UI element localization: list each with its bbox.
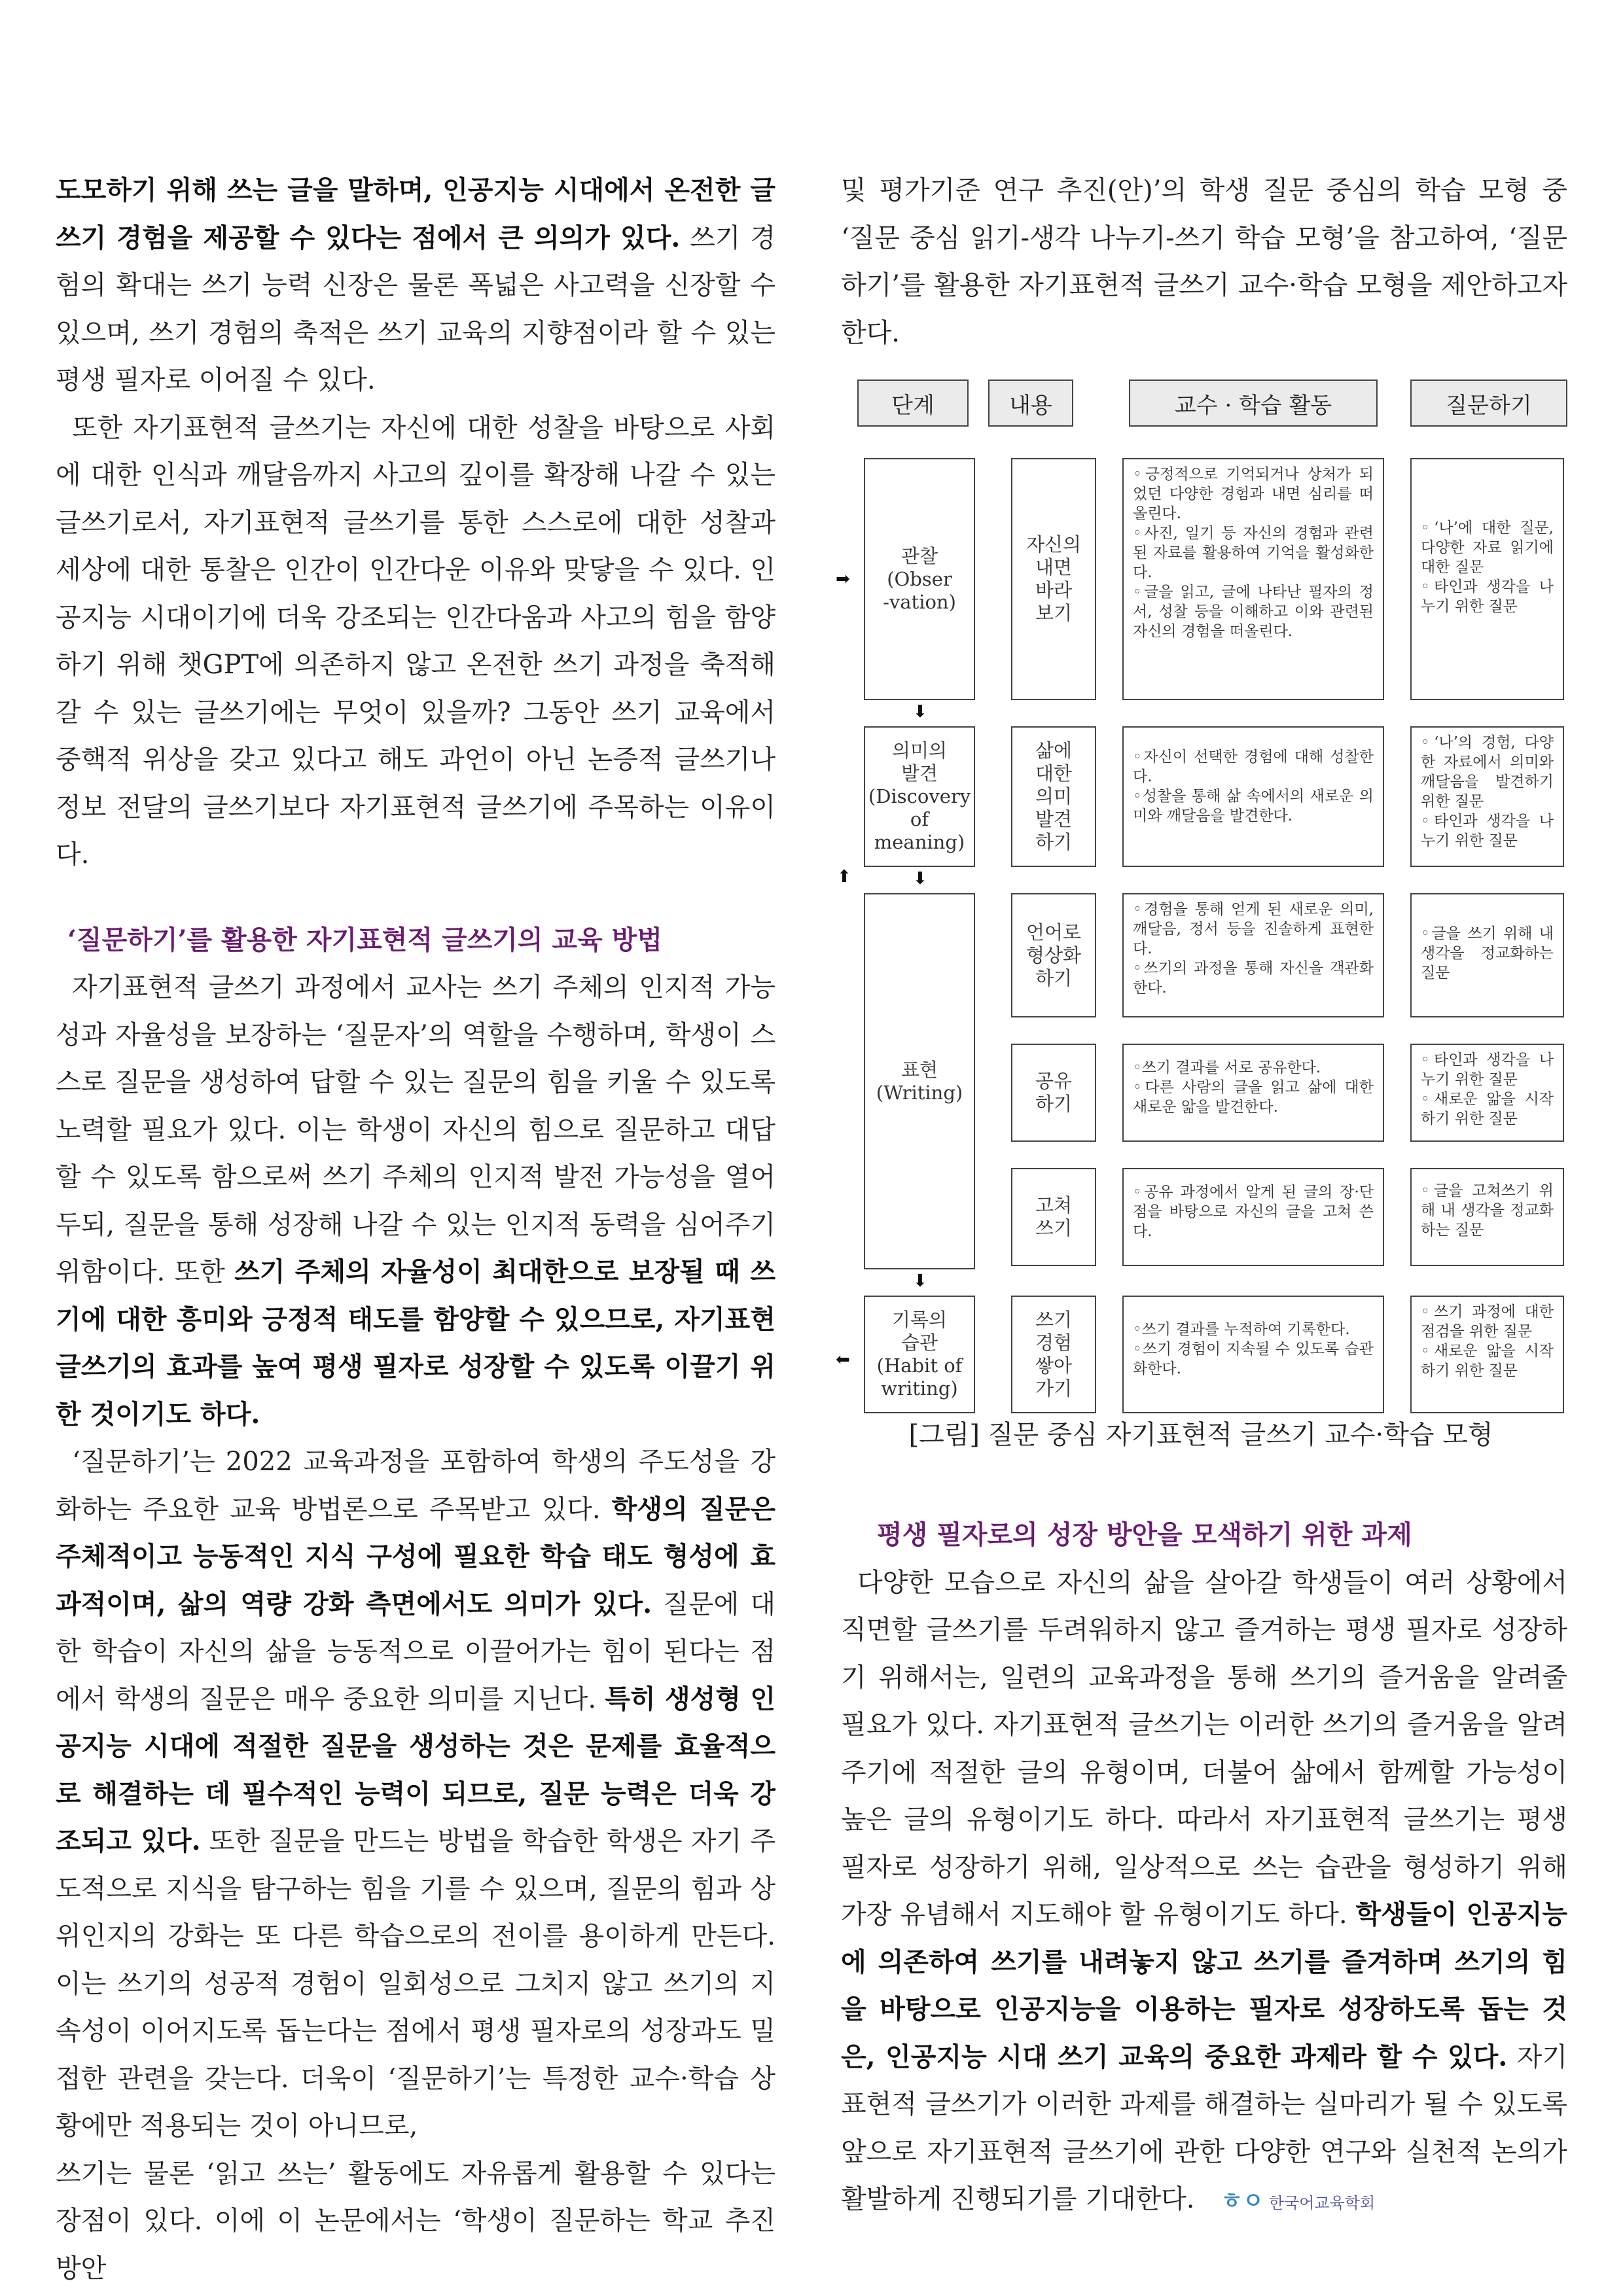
stage-writing: 표현 (Writing): [864, 893, 975, 1269]
figure-caption: [그림] 질문 중심 자기표현적 글쓰기 교수·학습 모형: [908, 1420, 1493, 1450]
left-paragraph-4: ‘질문하기’는 2022 교육과정을 포함하여 학생의 주도성을 강화하는 주요한 교육 방법론으로 주목받고 있다. 학생의 질문은 주체적이고 능동적인 지식 구성에 필요한 학습 태도 형성에 효과적이며, 삶의 역량 강화 측면에서도 의미가 있다. 질문에 대한 학습이 자신의 삶을 능동적으로 이끌어가는 힘이 된다는 점에서 학생의 질문은 매우 중요한 의미를 지닌다. 특히 생성형 인공지능 시대에 적절한 질문을 생성하는 것은 문제를 효율적으로 해결하는 데 필수적인 능력이 되므로, 질문 능력은 더욱 강조되고 있다. 또한 질문을 만드는 방법을 학습한 학생은 자기 주도적으로 지식을 탐구하는 힘을 기를 수 있으며, 질문의 힘과 상위인지의 강화는 또 다른 학습으로의 전이를 용이하게 만든다. 이는 쓰기의 성공적 경험이 일회성으로 그치지 않고 쓰기의 지속성이 이어지도록 돕는다는 점에서 평생 필자로의 성장과도 밀접한 관련을 갖는다. 더욱이 ‘질문하기’는 특정한 교수·학습 상황에만 적용되는 것이 아니므로,: [56, 1447, 776, 2141]
content-language: 언어로 형상화 하기: [1011, 893, 1096, 1017]
activity-language: ◦경험을 통해 얻게 된 새로운 의미, 깨달음, 정서 등을 진솔하게 표현한다. ◦쓰기의 과정을 통해 자신을 객관화한다.: [1122, 893, 1384, 1017]
activity-share: ◦쓰기 결과를 서로 공유한다. ◦다른 사람의 글을 읽고 삶에 대한 새로운 앎을 발견한다.: [1122, 1044, 1384, 1142]
right-paragraph-2: 다양한 모습으로 자신의 삶을 살아갈 학생들이 여러 상황에서 직면할 글쓰기를 두려워하지 않고 즐겨하는 평생 필자로 성장하기 위해서는, 일련의 교육과정을 통해 쓰기의 즐거움을 알려줄 필요가 있다. 자기표현적 글쓰기는 이러한 쓰기의 즐거움을 알려주기에 적절한 글의 유형이며, 더불어 삶에서 함께할 가능성이 높은 글의 유형이기도 하다. 따라서 자기표현적 글쓰기는 평생 필자로 성장하기 위해, 일상적으로 쓰는 습관을 형성하기 위해 가장 유념해서 지도해야 할 유형이기도 하다. 학생들이 인공지능에 의존하여 쓰기를 내려놓지 않고 쓰기를 즐겨하며 쓰기의 힘을 바탕으로 인공지능을 이용하는 필자로 성장하도록 돕는 것은, 인공지능 시대 쓰기 교육의 중요한 과제라 할 수 있다. 자기표현적 글쓰기가 이러한 과제를 해결하는 실마리가 될 수 있도록 앞으로 자기표현적 글쓰기에 관한 다양한 연구와 실천적 논의가 활발하게 진행되기를 기대한다. ㅎㅇ 한국어교육학회: [841, 1567, 1568, 2214]
activity-habit: ◦쓰기 결과를 누적하여 기록한다. ◦쓰기 경험이 지속될 수 있도록 습관화한다.: [1122, 1296, 1384, 1413]
stage-discovery: 의미의 발견 (Discovery of meaning): [864, 726, 975, 867]
activity-discovery: ◦자신이 선택한 경험에 대해 성찰한다. ◦성찰을 통해 삶 속에서의 새로운 의미와 깨달음을 발견한다.: [1122, 726, 1384, 867]
arrow-down-icon: ⬇: [913, 869, 927, 889]
content-meaning: 삶에 대한 의미 발견 하기: [1011, 726, 1096, 867]
header-content: 내용: [988, 380, 1073, 427]
right-column-top: [841, 167, 1567, 357]
header-stage: 단계: [857, 380, 969, 427]
activity-observation: ◦긍정적으로 기억되거나 상처가 되었던 다양한 경험과 내면 심리를 떠올린다. ◦사진, 일기 등 자신의 경험과 관련된 자료를 활용하여 기억을 활성화한다. ◦글을 읽고, 글에 나타난 필자의 정서, 성찰 등을 이해하고 이와 관련된 자신의 경험을 떠올린다.: [1122, 458, 1384, 700]
activity-revise: ◦공유 과정에서 알게 된 글의 장·단점을 바탕으로 자신의 글을 고쳐 쓴다.: [1122, 1168, 1384, 1266]
header-question: 질문하기: [1410, 380, 1567, 427]
left-paragraph-5: 쓰기는 물론 ‘읽고 쓰는’ 활동에도 자유롭게 활용할 수 있다는 장점이 있다. 이에 이 논문에서는 ‘학생이 질문하는 학교 추진 방안: [56, 2158, 776, 2284]
question-habit: ◦쓰기 과정에 대한 점검을 위한 질문 ◦새로운 앎을 시작하기 위한 질문: [1410, 1296, 1564, 1413]
arrow-down-icon: ⬇: [913, 1271, 927, 1291]
arrow-right-icon: ➡: [836, 569, 850, 589]
arrow-up-icon: ⬆: [837, 867, 851, 887]
arrow-down-icon: ⬇: [913, 702, 927, 722]
left-paragraph-1: 도모하기 위해 쓰는 글을 말하며, 인공지능 시대에서 온전한 글쓰기 경험을 제공할 수 있다는 점에서 큰 의의가 있다. 쓰기 경험의 확대는 쓰기 능력 신장은 물론 폭넓은 사고력을 신장할 수 있으며, 쓰기 경험의 축적은 쓰기 교육의 지향점이라 할 수 있는 평생 필자로 이어질 수 있다.: [56, 175, 776, 395]
content-revise: 고쳐 쓰기: [1011, 1168, 1096, 1266]
right-paragraph-1: 및 평가기준 연구 추진(안)’의 학생 질문 중심의 학습 모형 중 ‘질문 중심 읽기-생각 나누기-쓰기 학습 모형’을 참고하여, ‘질문하기’를 활용한 자기표현적 글쓰기 교수·학습 모형을 제안하고자 한다.: [841, 175, 1567, 348]
question-revise: ◦글을 고쳐쓰기 위해 내 생각을 정교화하는 질문: [1410, 1168, 1564, 1266]
stage-habit: 기록의 습관 (Habit of writing): [864, 1296, 975, 1413]
content-inner-look: 자신의 내면 바라 보기: [1011, 458, 1096, 700]
question-discovery: ◦‘나’의 경험, 다양한 자료에서 의미와 깨달음을 발견하기 위한 질문 ◦타인과 생각을 나누기 위한 질문: [1410, 726, 1564, 867]
content-share: 공유 하기: [1011, 1044, 1096, 1142]
question-observation: ◦‘나’에 대한 질문, 다양한 자료 읽기에 대한 질문 ◦타인과 생각을 나누기 위한 질문: [1410, 458, 1564, 700]
left-paragraph-2: 또한 자기표현적 글쓰기는 자신에 대한 성찰을 바탕으로 사회에 대한 인식과 깨달음까지 사고의 깊이를 확장해 나갈 수 있는 글쓰기로서, 자기표현적 글쓰기를 통한 스스로에 대한 성찰과 세상에 대한 통찰은 인간이 인간다운 이유와 맞닿을 수 있다. 인공지능 시대이기에 더욱 강조되는 인간다움과 사고의 힘을 함양하기 위해 챗GPT에 의존하지 않고 온전한 쓰기 과정을 축적해 갈 수 있는 글쓰기에는 무엇이 있을까? 그동안 쓰기 교육에서 중핵적 위상을 갖고 있다고 해도 과언이 아닌 논증적 글쓰기나 정보 전달의 글쓰기보다 자기표현적 글쓰기에 주목하는 이유이다.: [56, 412, 776, 870]
society-logo-icon: ㅎㅇ: [1221, 2188, 1264, 2214]
left-paragraph-3: 자기표현적 글쓰기 과정에서 교사는 쓰기 주체의 인지적 가능성과 자율성을 보장하는 ‘질문자’의 역할을 수행하며, 학생이 스스로 질문을 생성하여 답할 수 있는 질문의 힘을 키울 수 있도록 노력할 필요가 있다. 이는 학생이 자신의 힘으로 질문하고 대답할 수 있도록 함으로써 쓰기 주체의 인지적 발전 가능성을 열어두되, 질문을 통해 성장해 나갈 수 있는 인지적 동력을 심어주기 위함이다. 또한 쓰기 주체의 자율성이 최대한으로 보장될 때 쓰기에 대한 흥미와 긍정적 태도를 함양할 수 있으므로, 자기표현 글쓰기의 효과를 높여 평생 필자로 성장할 수 있도록 이끌기 위한 것이기도 하다.: [56, 972, 776, 1430]
stage-observation: 관찰 (Obser -vation): [864, 458, 975, 700]
question-language: ◦글을 쓰기 위해 내 생각을 정교화하는 질문: [1410, 893, 1564, 1017]
header-activity: 교수 · 학습 활동: [1129, 380, 1378, 427]
society-logo: ㅎㅇ 한국어교육학회: [1221, 2188, 1376, 2214]
content-accumulate: 쓰기 경험 쌓아 가기: [1011, 1296, 1096, 1413]
right-column-bottom: [841, 1511, 1567, 2223]
arrow-left-icon: ⬅: [836, 1350, 850, 1369]
question-share: ◦타인과 생각을 나누기 위한 질문 ◦새로운 앎을 시작하기 위한 질문: [1410, 1044, 1564, 1142]
section-heading-tasks: 평생 필자로의 성장 방안을 모색하기 위한 과제: [877, 1519, 1412, 1550]
teaching-model-figure: [828, 376, 1574, 1420]
section-heading-method: ‘질문하기’를 활용한 자기표현적 글쓰기의 교육 방법: [67, 924, 662, 955]
left-column: [56, 167, 776, 2292]
